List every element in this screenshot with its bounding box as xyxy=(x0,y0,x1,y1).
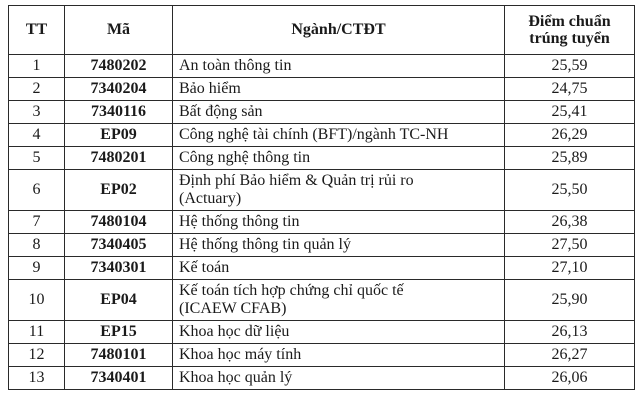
cell-diem: 27,10 xyxy=(505,257,635,280)
cell-ma: 7340116 xyxy=(65,101,173,124)
cell-nganh xyxy=(173,101,505,124)
cell-diem: 25,89 xyxy=(505,147,635,170)
header-diem-line-2: trúng tuyển xyxy=(529,30,610,47)
cell-nganh xyxy=(173,321,505,344)
cell-tt: 8 xyxy=(9,234,65,257)
cell-diem: 26,29 xyxy=(505,124,635,147)
cell-nganh-line: An toàn thông tin xyxy=(179,57,292,74)
cell-nganh xyxy=(173,344,505,367)
table-row xyxy=(9,321,635,344)
cell-ma: EP09 xyxy=(65,124,173,147)
cell-tt: 11 xyxy=(9,321,65,344)
header-nganh: Ngành/CTĐT xyxy=(173,6,505,55)
header-ma: Mã xyxy=(65,6,173,55)
cell-nganh-line: Khoa học quản lý xyxy=(179,369,293,386)
cell-diem: 26,06 xyxy=(505,367,635,390)
cell-diem: 26,38 xyxy=(505,211,635,234)
cell-nganh xyxy=(173,170,505,211)
cell-diem: 25,50 xyxy=(505,170,635,211)
cell-tt: 12 xyxy=(9,344,65,367)
cell-nganh xyxy=(173,367,505,390)
table-row xyxy=(9,147,635,170)
cell-ma: 7480201 xyxy=(65,147,173,170)
cell-ma: 7340405 xyxy=(65,234,173,257)
cell-diem: 24,75 xyxy=(505,78,635,101)
cell-diem: 26,27 xyxy=(505,344,635,367)
table-row xyxy=(9,257,635,280)
cell-ma: EP02 xyxy=(65,170,173,211)
cell-nganh xyxy=(173,124,505,147)
cell-tt: 1 xyxy=(9,55,65,78)
cell-nganh xyxy=(173,234,505,257)
cell-nganh xyxy=(173,257,505,280)
table-body xyxy=(9,55,635,390)
admission-score-table-container xyxy=(8,5,634,390)
cell-nganh-line: (Actuary) xyxy=(179,190,242,207)
cell-ma: 7480101 xyxy=(65,344,173,367)
cell-tt: 4 xyxy=(9,124,65,147)
cell-nganh-line: Bất động sản xyxy=(179,103,263,120)
cell-nganh xyxy=(173,280,505,321)
table-row xyxy=(9,78,635,101)
cell-ma: EP15 xyxy=(65,321,173,344)
table-row xyxy=(9,367,635,390)
cell-nganh xyxy=(173,147,505,170)
admission-score-table xyxy=(8,5,635,390)
cell-diem: 25,90 xyxy=(505,280,635,321)
header-tt: TT xyxy=(9,6,65,55)
cell-diem: 26,13 xyxy=(505,321,635,344)
cell-tt: 9 xyxy=(9,257,65,280)
table-row xyxy=(9,344,635,367)
cell-tt: 10 xyxy=(9,280,65,321)
cell-diem: 27,50 xyxy=(505,234,635,257)
cell-nganh xyxy=(173,78,505,101)
cell-ma: 7480104 xyxy=(65,211,173,234)
header-diem-line-1: Điểm chuẩn xyxy=(528,13,611,30)
cell-tt: 2 xyxy=(9,78,65,101)
cell-ma: 7340401 xyxy=(65,367,173,390)
cell-ma: 7480202 xyxy=(65,55,173,78)
cell-tt: 6 xyxy=(9,170,65,211)
cell-nganh-line: Định phí Bảo hiểm & Quản trị rủi ro xyxy=(179,172,414,189)
header-diem-chuan xyxy=(505,6,635,55)
table-header-row xyxy=(9,6,635,55)
cell-nganh xyxy=(173,55,505,78)
cell-nganh-line: Hệ thống thông tin quản lý xyxy=(179,236,351,253)
cell-nganh xyxy=(173,211,505,234)
cell-tt: 13 xyxy=(9,367,65,390)
table-row xyxy=(9,101,635,124)
table-row xyxy=(9,280,635,321)
cell-ma: EP04 xyxy=(65,280,173,321)
cell-tt: 7 xyxy=(9,211,65,234)
table-row xyxy=(9,211,635,234)
cell-nganh-line: Công nghệ thông tin xyxy=(179,149,311,166)
cell-nganh-line: Kế toán tích hợp chứng chỉ quốc tế xyxy=(179,282,404,299)
cell-nganh-line: (ICAEW CFAB) xyxy=(179,300,287,317)
cell-diem: 25,59 xyxy=(505,55,635,78)
cell-tt: 3 xyxy=(9,101,65,124)
cell-nganh-line: Bảo hiểm xyxy=(179,80,241,97)
table-row xyxy=(9,124,635,147)
cell-ma: 7340204 xyxy=(65,78,173,101)
cell-ma: 7340301 xyxy=(65,257,173,280)
table-row xyxy=(9,170,635,211)
cell-nganh-line: Công nghệ tài chính (BFT)/ngành TC-NH xyxy=(179,126,449,143)
cell-tt: 5 xyxy=(9,147,65,170)
cell-diem: 25,41 xyxy=(505,101,635,124)
cell-nganh-line: Hệ thống thông tin xyxy=(179,213,300,230)
table-row xyxy=(9,55,635,78)
cell-nganh-line: Kế toán xyxy=(179,259,230,276)
cell-nganh-line: Khoa học dữ liệu xyxy=(179,323,290,340)
cell-nganh-line: Khoa học máy tính xyxy=(179,346,302,363)
table-row xyxy=(9,234,635,257)
